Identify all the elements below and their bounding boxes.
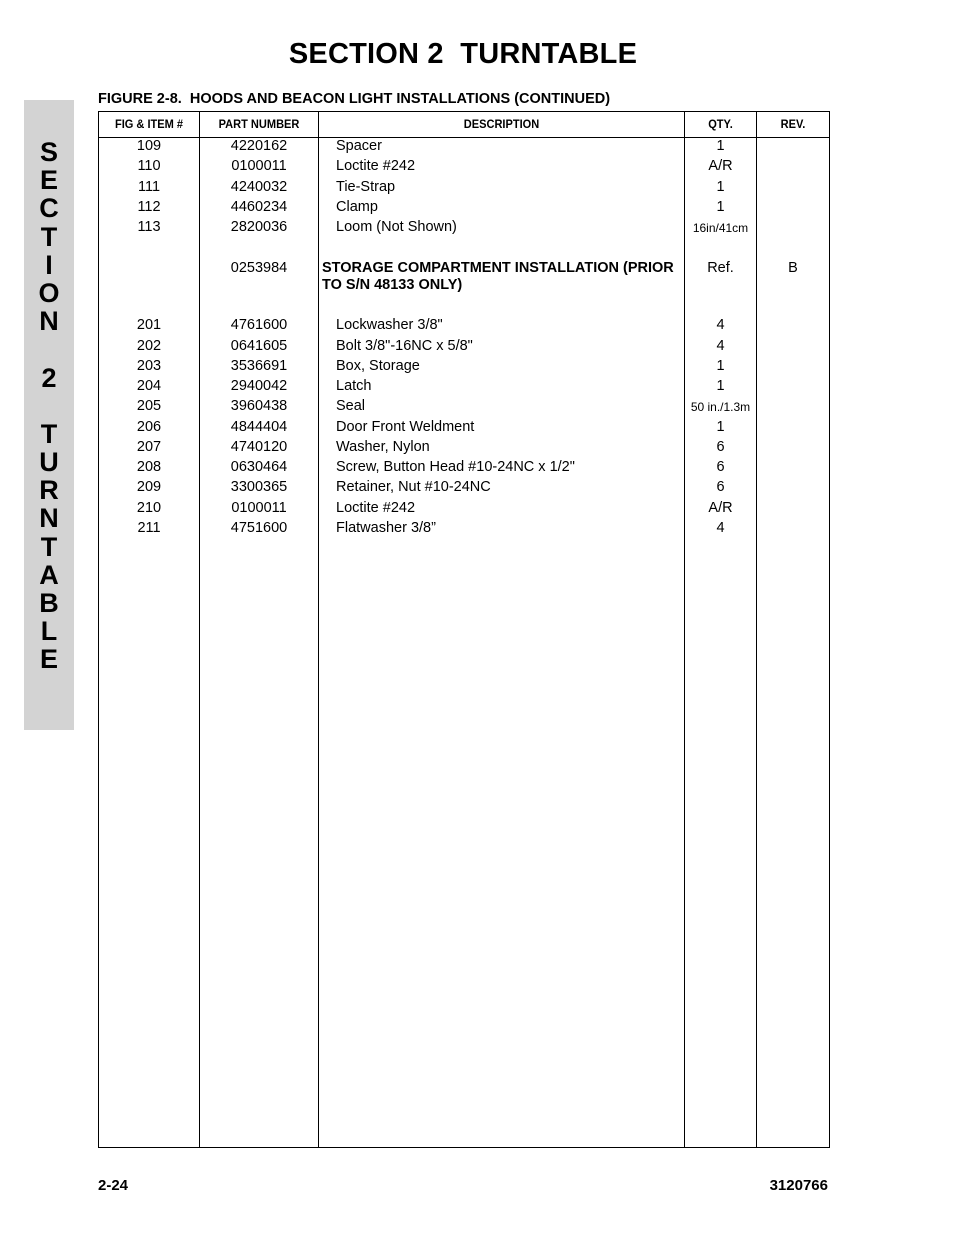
- quantity: 4: [716, 520, 725, 536]
- quantity: 50 in./1.3m: [690, 400, 751, 414]
- item-number: 110: [137, 158, 161, 174]
- item-number: 202: [136, 338, 162, 354]
- column-divider: [318, 112, 319, 1147]
- page-number: 2-24: [98, 1177, 129, 1194]
- side-tab-letter: T: [40, 418, 58, 449]
- parts-table: [98, 111, 830, 1148]
- item-number: 210: [136, 500, 162, 516]
- side-tab-letter: B: [39, 588, 59, 618]
- description: Loctite #242: [336, 500, 416, 516]
- item-number: 209: [136, 479, 162, 495]
- side-tab-letter: I: [45, 249, 53, 280]
- description: Flatwasher 3/8”: [336, 520, 436, 536]
- item-number: 206: [136, 419, 162, 435]
- item-number: 205: [136, 398, 162, 414]
- side-tab-letter: 2: [41, 362, 57, 393]
- quantity: 6: [716, 479, 725, 495]
- part-number: 4761600: [230, 317, 288, 333]
- part-number: 3960438: [230, 398, 288, 414]
- description: Door Front Weldment: [336, 419, 475, 435]
- revision: B: [788, 260, 798, 276]
- description: Seal: [336, 398, 366, 414]
- quantity: 1: [716, 358, 725, 374]
- figure-title: FIGURE 2-8. HOODS AND BEACON LIGHT INSTALLATIONS (CONTINUED): [98, 91, 611, 107]
- part-number: 0253984: [230, 260, 288, 276]
- part-number: 0641605: [230, 338, 288, 354]
- description: Lockwasher 3/8": [336, 317, 443, 333]
- quantity: 1: [716, 179, 725, 195]
- quantity: 1: [716, 419, 725, 435]
- item-number: 203: [136, 358, 162, 374]
- part-number: 3536691: [230, 358, 288, 374]
- header-item: FIG & ITEM #: [114, 117, 184, 131]
- quantity: A/R: [708, 158, 733, 174]
- table-header: [99, 112, 829, 138]
- side-tab-letter: U: [39, 447, 59, 478]
- side-tab-letter: E: [39, 165, 58, 196]
- item-number: 207: [136, 439, 162, 455]
- part-number: 4844404: [230, 419, 288, 435]
- quantity: 4: [716, 338, 725, 354]
- side-tab-letter: C: [39, 193, 59, 224]
- part-number: 4460234: [230, 199, 288, 215]
- part-number: 2820036: [230, 219, 288, 235]
- item-number: 111: [137, 179, 161, 195]
- description: Washer, Nylon: [336, 439, 430, 455]
- description: Loctite #242: [336, 158, 416, 174]
- quantity: Ref.: [707, 260, 734, 276]
- side-tab-letter: O: [38, 277, 60, 308]
- description: Tie-Strap: [336, 179, 396, 195]
- quantity: 6: [716, 439, 725, 455]
- header-part-number: PART NUMBER: [218, 117, 300, 131]
- side-tab-text: [24, 138, 74, 674]
- item-number: 109: [136, 138, 162, 154]
- description: Retainer, Nut #10-24NC: [336, 479, 491, 495]
- part-number: 4240032: [230, 179, 288, 195]
- description: Box, Storage: [336, 358, 420, 374]
- description: STORAGE COMPARTMENT INSTALLATION (PRIOR TO S/N 48133 ONLY): [322, 260, 674, 293]
- quantity: 1: [716, 378, 725, 394]
- side-tab-letter: R: [39, 475, 59, 506]
- side-tab-letter: [24, 335, 74, 363]
- description: Spacer: [336, 138, 382, 154]
- quantity: 4: [716, 317, 725, 333]
- header-qty: QTY.: [708, 117, 733, 131]
- item-number: 208: [136, 459, 162, 475]
- part-number: 3300365: [230, 479, 288, 495]
- description: Latch: [336, 378, 372, 394]
- part-number: 4220162: [230, 138, 288, 154]
- side-tab-letter: E: [39, 644, 58, 675]
- description: Clamp: [336, 199, 378, 215]
- item-number: 112: [137, 199, 161, 215]
- part-number: 0100011: [231, 500, 287, 516]
- item-number: 211: [137, 520, 161, 536]
- quantity: 6: [716, 459, 725, 475]
- header-rev: REV.: [780, 117, 806, 131]
- side-tab-letter: [24, 392, 74, 420]
- header-description: DESCRIPTION: [463, 117, 540, 131]
- part-number: 0100011: [231, 158, 287, 174]
- part-number: 0630464: [230, 459, 288, 475]
- description: Bolt 3/8"-16NC x 5/8": [336, 338, 473, 354]
- side-tab-letter: T: [40, 221, 58, 252]
- description: Loom (Not Shown): [336, 219, 457, 235]
- quantity: A/R: [708, 500, 733, 516]
- quantity: 1: [716, 138, 725, 154]
- part-number: 2940042: [230, 378, 288, 394]
- side-tab-letter: N: [39, 306, 59, 337]
- description: Screw, Button Head #10-24NC x 1/2": [336, 459, 575, 475]
- part-number: 4740120: [230, 439, 288, 455]
- side-tab-letter: N: [39, 503, 59, 534]
- quantity: 1: [716, 199, 725, 215]
- section-side-tab: [24, 100, 74, 730]
- item-number: 113: [137, 219, 161, 235]
- page-title: SECTION 2 TURNTABLE: [288, 38, 638, 70]
- side-tab-letter: T: [40, 531, 58, 562]
- item-number: 204: [136, 378, 162, 394]
- side-tab-letter: L: [40, 616, 58, 647]
- item-number: 201: [136, 317, 162, 333]
- part-number: 4751600: [230, 520, 288, 536]
- side-tab-letter: S: [39, 137, 58, 167]
- side-tab-letter: A: [39, 559, 59, 590]
- document-number: 3120766: [769, 1177, 828, 1194]
- quantity: 16in/41cm: [692, 221, 749, 235]
